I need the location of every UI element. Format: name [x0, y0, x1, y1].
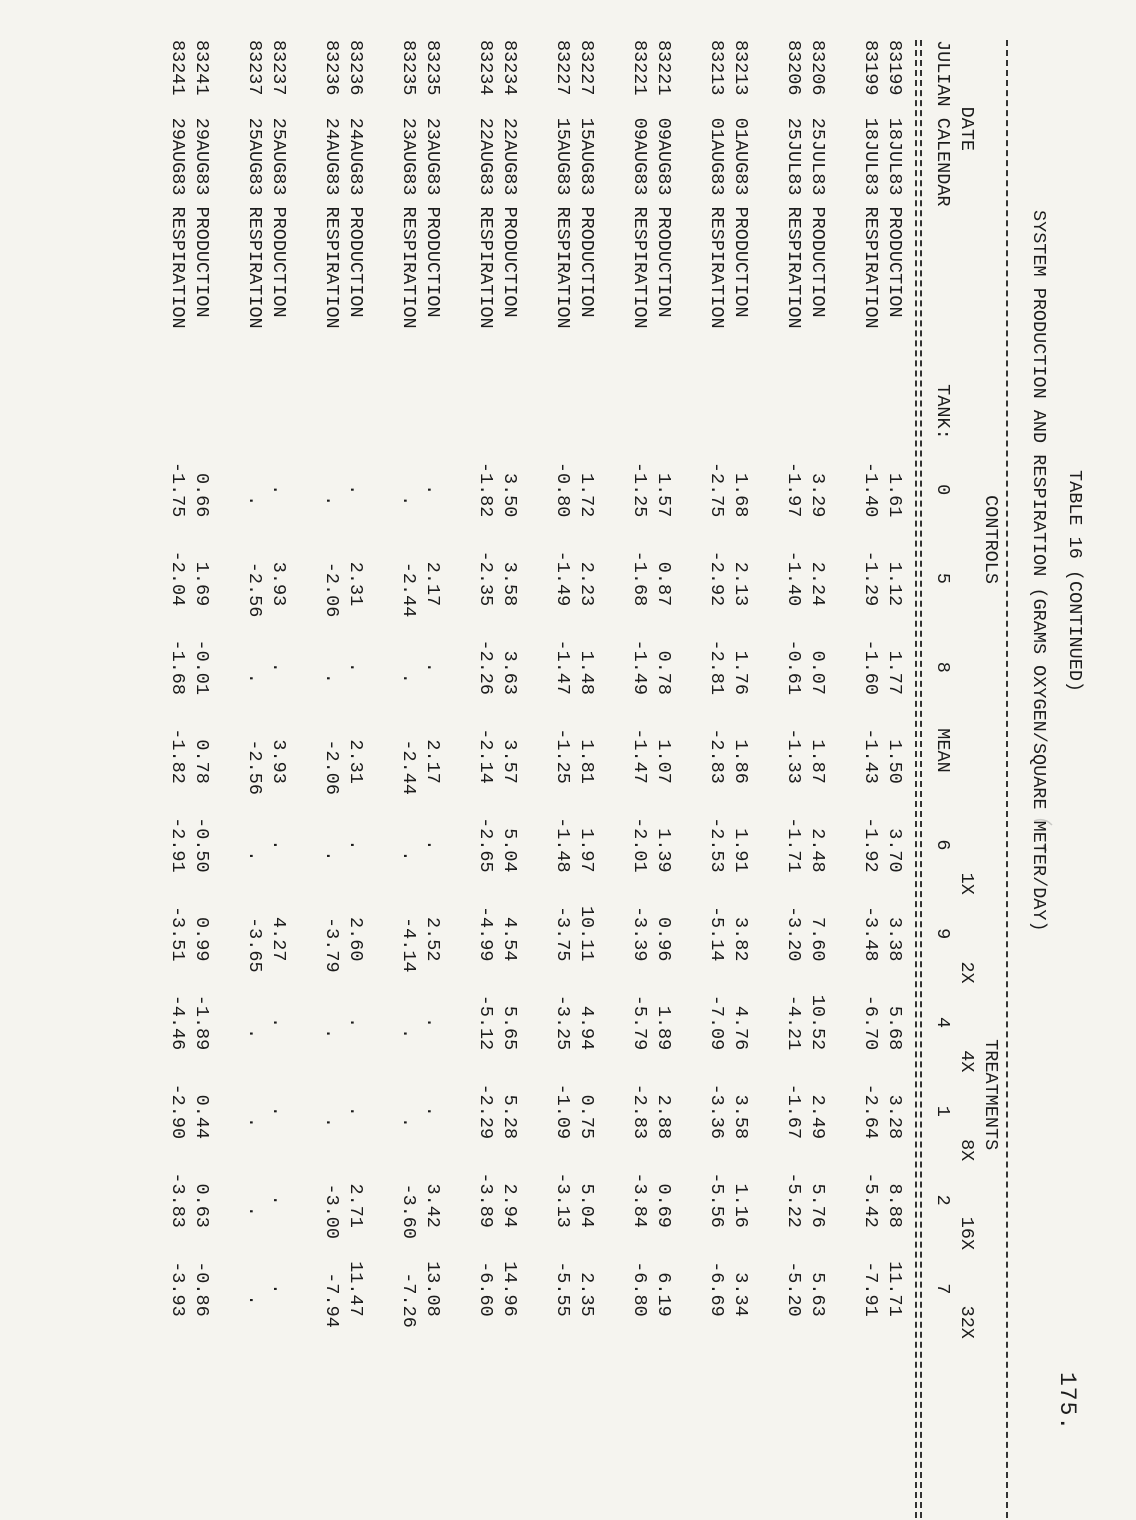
table-row: 83213 01AUG83 PRODUCTION 1.68 2.13 1.76 1.86 1.91 3.82 4.76 3.58 1.16 3.34 [730, 40, 751, 1317]
rotated-table [86, 40, 1086, 1520]
table-row: 83237 25AUG83 RESPIRATION . -2.56 . -2.56 . -3.65 . . . . [244, 40, 265, 1306]
header-tank-labels: JULIAN CALENDAR TANK: 0 5 8 MEAN 6 9 4 1 2 7 [932, 40, 953, 1295]
table-row: 83236 24AUG83 RESPIRATION . -2.06 . -2.06 . -3.79 . . -3.00 -7.94 [321, 40, 342, 1328]
table-row: 83227 15AUG83 PRODUCTION 1.72 2.23 1.48 1.81 1.97 10.11 4.94 0.75 5.04 2.35 [576, 40, 597, 1317]
table-row: 83206 25JUL83 RESPIRATION -1.97 -1.40 -0.61 -1.33 -1.71 -3.20 -4.21 -1.67 -5.22 -5.20 [783, 40, 804, 1317]
table-row: 83234 22AUG83 PRODUCTION 3.50 3.58 3.63 3.57 5.04 4.54 5.65 5.28 2.94 14.96 [499, 40, 520, 1317]
table-row: 83236 24AUG83 PRODUCTION . 2.31 . 2.31 . 2.60 . . 2.71 11.47 [345, 40, 366, 1317]
table-row: 83221 09AUG83 PRODUCTION 1.57 0.87 0.78 1.07 1.39 0.96 1.89 2.88 0.69 6.19 [653, 40, 674, 1317]
table-row: 83199 18JUL83 PRODUCTION 1.61 1.12 1.77 1.50 3.70 3.38 5.68 3.28 8.88 11.71 [884, 40, 905, 1317]
table-title: TABLE 16 (CONTINUED) [1064, 470, 1085, 693]
table-row: 83241 29AUG83 RESPIRATION -1.75 -2.04 -1.68 -1.82 -2.91 -3.51 -4.46 -2.90 -3.83 -3.93 [167, 40, 188, 1317]
header-top-rule [1006, 40, 1008, 1518]
header-column-labels: DATE 1X 2X 4X 8X 16X 32X [956, 40, 977, 1339]
table-row: 83235 23AUG83 PRODUCTION . 2.17 . 2.17 . 2.52 . . 3.42 13.08 [422, 40, 443, 1317]
table-row: 83237 25AUG83 PRODUCTION . 3.93 . 3.93 . 4.27 . . . . [268, 40, 289, 1295]
table-row: 83227 15AUG83 RESPIRATION -0.80 -1.49 -1.47 -1.25 -1.48 -3.75 -3.25 -1.09 -3.13 -5.55 [552, 40, 573, 1317]
table-row: 83241 29AUG83 PRODUCTION 0.66 1.69 -0.01 0.78 -0.50 0.99 -1.89 0.44 0.63 -0.86 [191, 40, 212, 1317]
table-row: 83213 01AUG83 RESPIRATION -2.75 -2.92 -2.81 -2.83 -2.53 -5.14 -7.09 -3.36 -5.56 -6.69 [706, 40, 727, 1317]
table-row: 83199 18JUL83 RESPIRATION -1.40 -1.29 -1.60 -1.43 -1.92 -3.48 -6.70 -2.64 -5.42 -7.91 [860, 40, 881, 1317]
table-row: 83206 25JUL83 PRODUCTION 3.29 2.24 0.07 1.87 2.48 7.60 10.52 2.49 5.76 5.63 [807, 40, 828, 1317]
header-rule-1 [920, 40, 922, 1518]
table-subtitle: SYSTEM PRODUCTION AND RESPIRATION (GRAMS OXYGEN/SQUARE METER/DAY) [1028, 210, 1049, 932]
header-rule-2 [915, 40, 917, 1518]
header-group-labels: CONTROLS TREATMENTS [980, 40, 1001, 1151]
table-row: 83235 23AUG83 RESPIRATION . -2.44 . -2.44 . -4.14 . . -3.60 -7.26 [398, 40, 419, 1328]
table-row: 83221 09AUG83 RESPIRATION -1.25 -1.68 -1.49 -1.47 -2.01 -3.39 -5.79 -2.83 -3.84 -6.80 [629, 40, 650, 1317]
page-number: 175. [1054, 1372, 1080, 1432]
table-row: 83234 22AUG83 RESPIRATION -1.82 -2.35 -2.26 -2.14 -2.65 -4.99 -5.12 -2.29 -3.89 -6.60 [475, 40, 496, 1317]
